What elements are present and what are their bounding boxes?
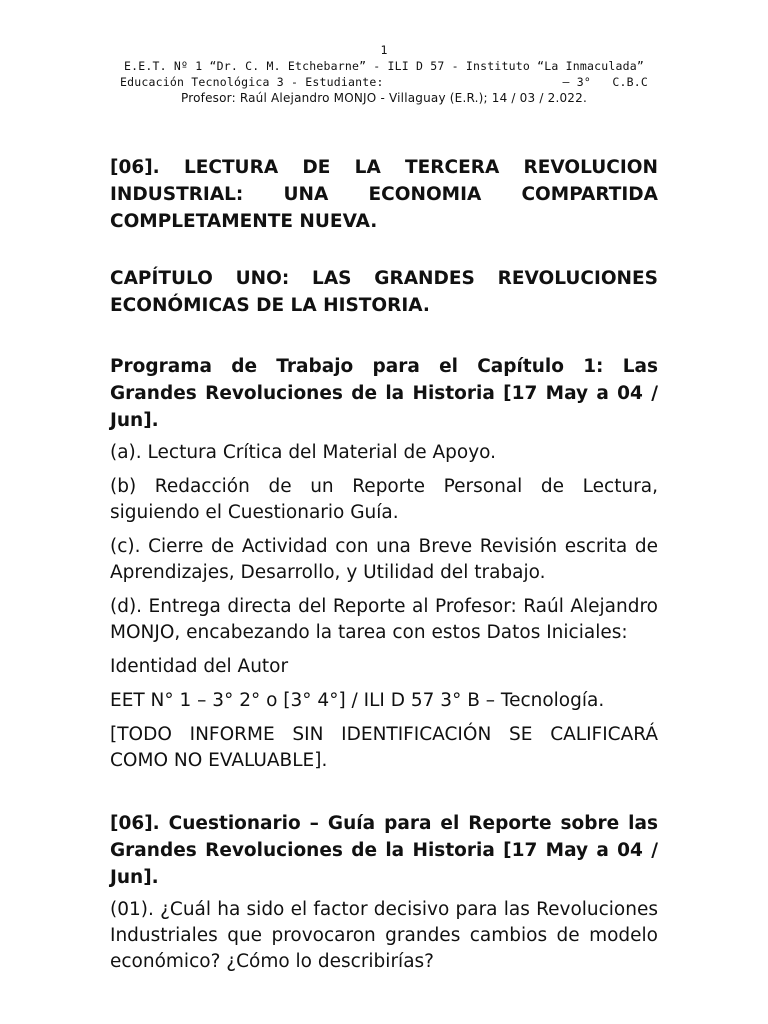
page-header — [110, 42, 658, 106]
chapter-title — [110, 265, 658, 319]
page-number: 1 — [380, 43, 388, 57]
document-title-line-2 — [110, 181, 658, 208]
question-01: (01). ¿Cuál ha sido el factor decisivo para las Revoluciones Industriales que provocaron grandes cambios de modelo económico? ¿Cómo lo describirías? — [110, 899, 658, 972]
identity-line: Identidad del Autor — [110, 656, 289, 677]
program-item-d: (d). Entrega directa del Reporte al Profesor: Raúl Alejandro MONJO, encabezando la tarea con estos Datos Iniciales: — [110, 596, 658, 643]
title-word: LA — [354, 157, 381, 178]
header-course-grade: – 3° C.B.C — [562, 75, 648, 89]
title-word: UNA — [283, 184, 329, 205]
title-word: LECTURA — [183, 157, 279, 178]
chapter-word: REVOLUCIONES — [497, 268, 658, 289]
school-line: EET N° 1 – 3° 2° o [3° 4°] / ILI D 57 3° B – Tecnología. — [110, 690, 605, 711]
header-course-line — [110, 74, 658, 90]
title-word: DE — [302, 157, 331, 178]
document-title-line-1 — [110, 154, 658, 181]
document-title-line-3: COMPLETAMENTE NUEVA. — [110, 211, 378, 232]
program-title: Programa de Trabajo para el Capítulo 1: Las Grandes Revoluciones de la Historia [17 May a 04 / Jun]. — [110, 356, 658, 431]
chapter-title-line-2: ECONÓMICAS DE LA HISTORIA. — [110, 295, 430, 316]
document-title — [110, 154, 658, 235]
header-teacher-line: Profesor: Raúl Alejandro MONJO - Villaguay (E.R.); 14 / 03 / 2.022. — [181, 91, 587, 105]
chapter-title-line-1 — [110, 265, 658, 292]
warning-line: [TODO INFORME SIN IDENTIFICACIÓN SE CALIFICARÁ COMO NO EVALUABLE]. — [110, 724, 658, 771]
program-item-c: (c). Cierre de Actividad con una Breve Revisión escrita de Aprendizajes, Desarrollo, y Utilidad del trabajo. — [110, 536, 658, 583]
chapter-word: UNO: — [235, 268, 290, 289]
title-word: TERCERA — [405, 157, 500, 178]
title-word: COMPARTIDA — [521, 184, 658, 205]
program-item-a: (a). Lectura Crítica del Material de Apoyo. — [110, 442, 497, 463]
chapter-word: LAS — [312, 268, 352, 289]
document-page — [110, 42, 658, 975]
title-word: REVOLUCION — [523, 157, 658, 178]
title-word: INDUSTRIAL: — [110, 184, 244, 205]
title-word: ECONOMIA — [368, 184, 482, 205]
questionnaire-title: [06]. Cuestionario – Guía para el Reporte sobre las Grandes Revoluciones de la Historia [17 May a 04 / Jun]. — [110, 813, 658, 888]
chapter-word: CAPÍTULO — [110, 268, 213, 289]
header-course-student: Educación Tecnológica 3 - Estudiante: — [120, 75, 384, 89]
chapter-word: GRANDES — [374, 268, 475, 289]
title-word: [06]. — [110, 157, 160, 178]
header-institution-line: E.E.T. Nº 1 “Dr. C. M. Etchebarne” - ILI D 57 - Instituto “La Inmaculada” — [123, 59, 645, 73]
program-item-b: (b) Redacción de un Reporte Personal de Lectura, siguiendo el Cuestionario Guía. — [110, 476, 658, 523]
